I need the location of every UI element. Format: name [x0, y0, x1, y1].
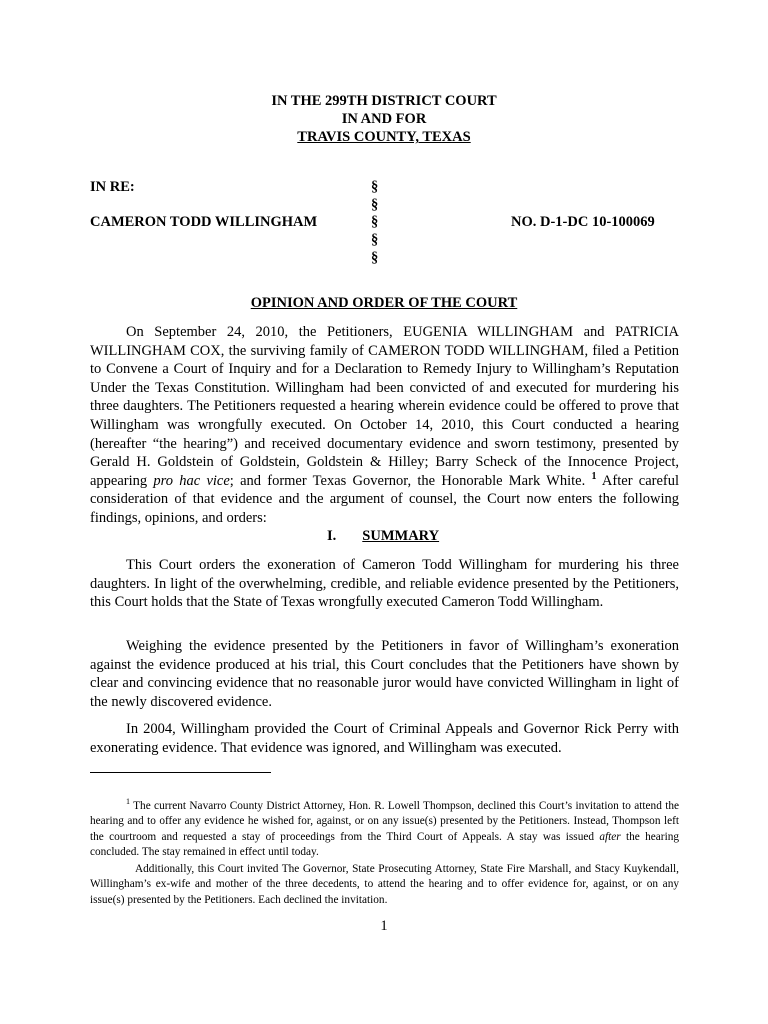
party-name: CAMERON TODD WILLINGHAM: [90, 214, 318, 230]
footnote-italic: after: [599, 830, 621, 843]
in-re-label: IN RE:: [90, 179, 135, 195]
footnote-reference: 1: [591, 470, 597, 482]
court-heading-line3: [0, 128, 768, 146]
summary-paragraph-3: In 2004, Willingham provided the Court of Criminal Appeals and Governor Rick Perry with exonerating evidence. That evidence was ignored, and Willingham was executed.: [90, 721, 679, 756]
page-number: 1: [380, 918, 388, 934]
footnote-text-end: the hearing concluded. The stay remained in effect until today.: [90, 830, 680, 858]
footnote-text: The current Navarro County District Attorney, Hon. R. Lowell Thompson, declined this Court’s invitation to attend the hearing and to offer any evidence he wished for, against, or on any issue(s) presented by the Petitioners. Instead, Thompson left the courtroom and requested a stay of proceedings from the Third Court of Appeals. A stay was issued: [90, 799, 679, 843]
summary-paragraph-1: This Court orders the exoneration of Cameron Todd Willingham for murdering his three daughters. In light of the overwhelming, credible, and reliable evidence presented by the Petitioners, this Court holds that the State of Texas wrongfully executed Cameron Todd Willingham.: [90, 557, 679, 611]
court-county: TRAVIS COUNTY, TEXAS: [297, 129, 471, 145]
intro-text-3: After careful consideration of that evidence and the argument of counsel, the Court now enters the following findings, opinions, and orders:: [90, 472, 680, 526]
section-mark: §: [371, 250, 379, 266]
footnote-marker: 1: [126, 797, 130, 806]
section-mark: §: [371, 179, 379, 195]
court-heading-line1: IN THE 299TH DISTRICT COURT: [271, 93, 497, 109]
section-mark: §: [371, 232, 379, 248]
section-heading: [327, 527, 439, 545]
section-mark: §: [371, 214, 379, 230]
intro-italic: pro hac vice: [153, 472, 230, 489]
court-heading-line2: IN AND FOR: [341, 111, 427, 127]
footnote-1-continued: Additionally, this Court invited The Governor, State Prosecuting Attorney, State Fire Marshall, and Stacy Kuykendall, Willingham’s ex-wife and mother of the three decedents, to attend the hearing and to offer evidence for, against, or on any issue(s) presented by the Petitioners. Each declined the invitation.: [90, 863, 679, 906]
intro-text: On September 24, 2010, the Petitioners, EUGENIA WILLINGHAM and PATRICIA WILLINGHAM COX, the surviving family of CAMERON TODD WILLINGHAM, filed a Petition to Convene a Court of Inquiry and for a Declaration to Remedy Injury to Willingham’s Reputation Under the Texas Constitution. Willingham had been convicted of and executed for murdering his three daughters. The Petitioners requested a hearing wherein evidence could be offered to prove that Willingham was wrongfully executed. On October 14, 2010, this Court conducted a hearing (hereafter “the hearing”) and received documentary evidence and sworn testimony, presented by Gerald H. Goldstein of Goldstein, Goldstein & Hilley; Barry Scheck of the Innocence Project, appearing: [90, 324, 679, 489]
section-mark: §: [371, 197, 379, 213]
summary-paragraph-2: Weighing the evidence presented by the Petitioners in favor of Willingham’s exoneration against the evidence produced at his trial, this Court concludes that the Petitioners have shown by clear and convincing evidence that no reasonable juror would have convicted Willingham in light of the newly discovered evidence.: [90, 638, 679, 710]
case-number: NO. D-1-DC 10-100069: [511, 214, 655, 230]
footnote-divider: [90, 772, 271, 773]
opinion-title: [0, 294, 768, 312]
footnote-1: [90, 794, 679, 860]
section-title: SUMMARY: [362, 528, 440, 544]
opinion-title-text: OPINION AND ORDER OF THE COURT: [250, 295, 518, 311]
intro-paragraph: [90, 323, 679, 528]
intro-text-2: ; and former Texas Governor, the Honorable Mark White.: [229, 472, 586, 489]
section-number: I.: [327, 528, 337, 544]
